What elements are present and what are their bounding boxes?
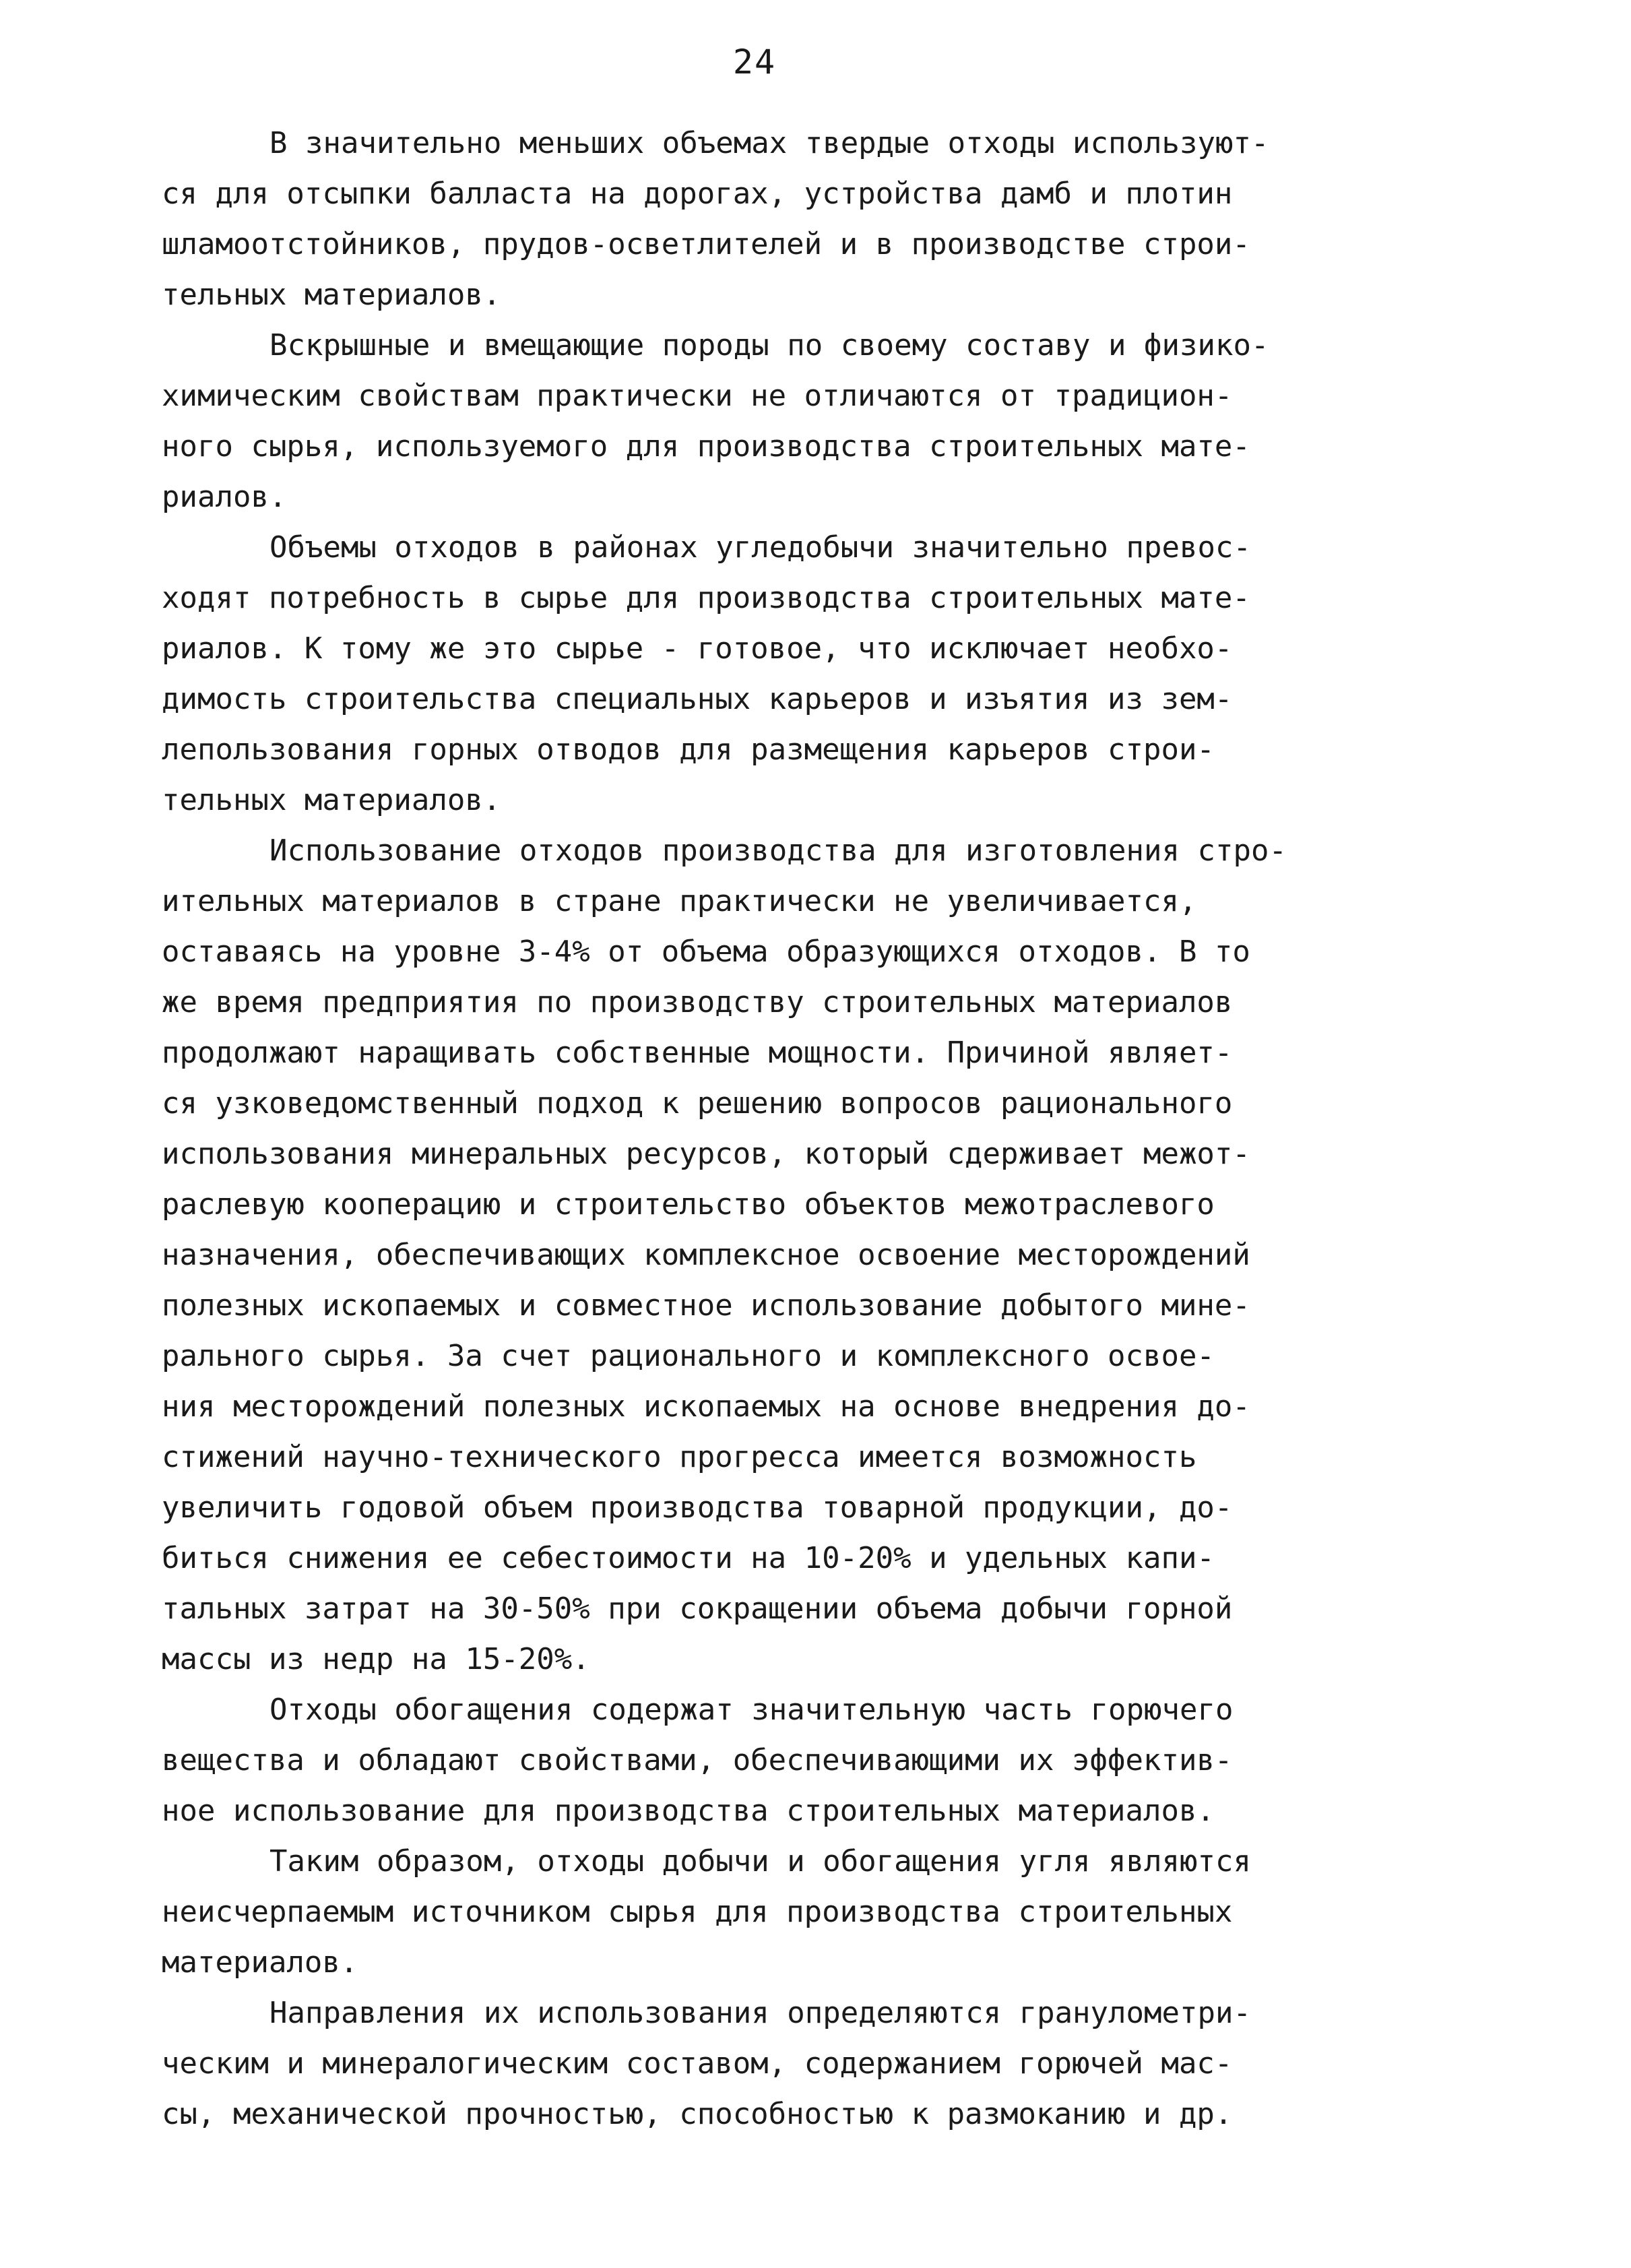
page-number: 24 bbox=[732, 42, 777, 82]
text-line: Направления их использования определяются гранулометри- bbox=[269, 1996, 1251, 2030]
text-line: Объемы отходов в районах угледобычи значительно превос- bbox=[269, 530, 1251, 565]
text-line: материалов. bbox=[162, 1945, 358, 1980]
text-line: тальных затрат на 30-50% при сокращении объема добычи горной bbox=[162, 1592, 1233, 1626]
text-line: ного сырья, используемого для производства строительных мате- bbox=[162, 429, 1250, 464]
text-line: массы из недр на 15-20%. bbox=[162, 1642, 590, 1676]
text-line: В значительно меньших объемах твердые отходы используют- bbox=[269, 126, 1269, 160]
text-line: оставаясь на уровне 3-4% от объема образующихся отходов. В то bbox=[162, 935, 1250, 969]
text-line: полезных ископаемых и совместное использование добытого мине- bbox=[162, 1288, 1250, 1323]
text-line: Вскрышные и вмещающие породы по своему составу и физико- bbox=[269, 328, 1269, 363]
text-line: Использование отходов производства для изготовления стро- bbox=[269, 833, 1287, 868]
text-line: риалов. К тому же это сырье - готовое, что исключает необхо- bbox=[162, 631, 1233, 666]
text-line: ное использование для производства строительных материалов. bbox=[162, 1794, 1215, 1828]
text-line: риалов. bbox=[162, 480, 287, 514]
text-line: шламоотстойников, прудов-осветлителей и в производстве строи- bbox=[162, 227, 1250, 261]
text-line: стижений научно-технического прогресса имеется возможность bbox=[162, 1440, 1197, 1474]
text-line: же время предприятия по производству строительных материалов bbox=[162, 985, 1233, 1019]
text-line: лепользования горных отводов для размещения карьеров строи- bbox=[162, 732, 1215, 767]
text-line: ческим и минералогическим составом, содержанием горючей мас- bbox=[162, 2046, 1233, 2081]
text-line: продолжают наращивать собственные мощности. Причиной являет- bbox=[162, 1036, 1233, 1070]
text-line: тельных материалов. bbox=[162, 783, 501, 817]
text-line: ся узковедомственный подход к решению вопросов рационального bbox=[162, 1086, 1233, 1121]
text-line: ходят потребность в сырье для производства строительных мате- bbox=[162, 581, 1250, 615]
text-line: использования минеральных ресурсов, который сдерживает межот- bbox=[162, 1137, 1250, 1171]
text-line: химическим свойствам практически не отличаются от традицион- bbox=[162, 379, 1233, 413]
text-line: рального сырья. За счет рационального и комплексного освое- bbox=[162, 1339, 1215, 1373]
text-line: ся для отсыпки балласта на дорогах, устройства дамб и плотин bbox=[162, 177, 1233, 211]
text-line: увеличить годовой объем производства товарной продукции, до- bbox=[162, 1490, 1233, 1525]
text-line: Отходы обогащения содержат значительную часть горючего bbox=[269, 1693, 1234, 1727]
text-line: назначения, обеспечивающих комплексное освоение месторождений bbox=[162, 1238, 1250, 1272]
body-text bbox=[162, 118, 1482, 2139]
text-line: ительных материалов в стране практически не увеличивается, bbox=[162, 884, 1197, 918]
text-line: раслевую кооперацию и строительство объектов межотраслевого bbox=[162, 1187, 1215, 1222]
text-line: димость строительства специальных карьеров и изъятия из зем- bbox=[162, 682, 1233, 716]
text-line: вещества и обладают свойствами, обеспечивающими их эффектив- bbox=[162, 1743, 1233, 1777]
text-line: биться снижения ее себестоимости на 10-20% и удельных капи- bbox=[162, 1541, 1215, 1575]
text-line: сы, механической прочностью, способностью к размоканию и др. bbox=[162, 2097, 1233, 2131]
text-line: ния месторождений полезных ископаемых на основе внедрения до- bbox=[162, 1389, 1250, 1424]
text-line: неисчерпаемым источником сырья для производства строительных bbox=[162, 1895, 1233, 1929]
text-line: Таким образом, отходы добычи и обогащения угля являются bbox=[269, 1844, 1251, 1879]
text-line: тельных материалов. bbox=[162, 278, 501, 312]
